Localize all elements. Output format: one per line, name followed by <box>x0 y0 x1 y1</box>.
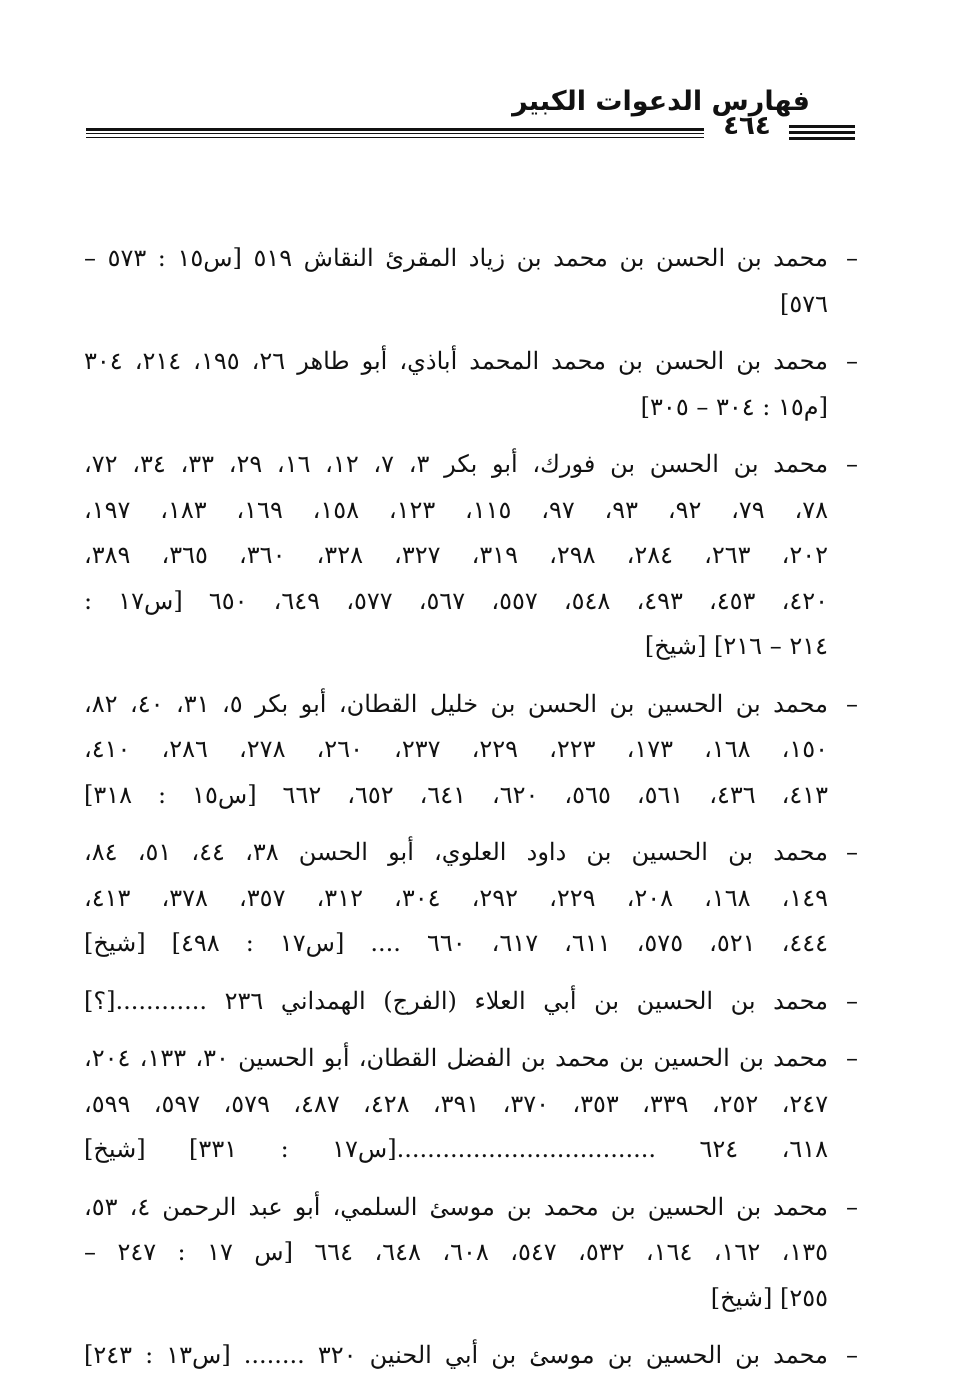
entry-line: محمد بن الحسين بن الحسن بن خليل القطان، أبو بكر ٥، ٣١، ٤٠، ٨٢، <box>84 689 828 718</box>
entry-line: ٧٨، ٧٩، ٩٢، ٩٣، ٩٧، ١١٥، ١٢٣، ١٥٨، ١٦٩، ١٨٣، ١٩٧، <box>84 495 828 524</box>
entry-dash: – <box>846 450 858 478</box>
page-number-rule-middle <box>789 131 855 134</box>
entry-line: ٢٠٢، ٢٦٣، ٢٨٤، ٢٩٨، ٣١٩، ٣٢٧، ٣٢٨، ٣٦٠، ٣٦٥، ٣٨٩، <box>84 541 829 569</box>
entry-line: ٢٥٥] [شيخ] <box>710 1283 828 1312</box>
index-entry <box>84 442 858 670</box>
header-rule-thick <box>86 128 704 131</box>
entry-line: ٤٢٠، ٤٥٣، ٤٩٣، ٥٤٨، ٥٥٧، ٥٦٧، ٥٧٧، ٦٤٩، ٦٥٠ [س١٧ : <box>84 586 828 615</box>
entry-line: محمد بن الحسن بن محمد بن زياد المقرئ النقاش ٥١٩ [س١٥ : ٥٧٣ – <box>84 244 828 272</box>
index-entry <box>84 682 858 819</box>
index-entries <box>84 236 858 1391</box>
entry-line: محمد بن الحسن بن محمد المحمد أباذي، أبو طاهر ٢٦، ١٩٥، ٢١٤، ٣٠٤ <box>84 347 829 375</box>
entry-line: ٢١٤ – ٢١٦] [شيخ] <box>644 632 828 660</box>
entry-line: محمد بن الحسين بن موسئ بن أبي الحنين ٣٢٠ ........ [س١٣ : ٢٤٣] <box>84 1341 828 1369</box>
entry-line: ٢٤٧، ٢٥٢، ٣٣٩، ٣٥٣، ٣٧٠، ٣٩١، ٤٢٨، ٤٨٧، ٥٧٩، ٥٩٧، ٥٩٩، <box>84 1089 829 1118</box>
index-entry <box>84 979 858 1025</box>
entry-dash: – <box>846 986 858 1015</box>
entry-line: ١٥٠، ١٦٨، ١٧٣، ٢٢٣، ٢٢٩، ٢٣٧، ٢٦٠، ٢٧٨، ٢٨٦، ٤١٠، <box>84 735 829 763</box>
entry-dash: – <box>846 838 858 866</box>
index-entry <box>84 830 858 967</box>
entry-line: محمد بن الحسين بن داود العلوي، أبو الحسن ٣٨، ٤٤، ٥١، ٨٤، <box>84 838 829 866</box>
page-number: ٤٦٤ <box>723 111 771 141</box>
entry-dash: – <box>846 689 858 718</box>
page-number-rule-bottom <box>789 137 855 140</box>
page-number-rule-top <box>789 125 855 128</box>
entry-line: [م١٥ : ٣٠٤ – ٣٠٥] <box>640 392 828 421</box>
index-entry <box>84 1185 858 1322</box>
index-entry <box>84 236 858 327</box>
entry-line: محمد بن الحسين بن محمد بن موسئ السلمي، أبو عبد الرحمن ٤، ٥٣، <box>84 1192 828 1221</box>
entry-line: ٥٧٦] <box>779 289 828 318</box>
entry-line: ١٣٥، ١٦٢، ١٦٤، ٥٣٢، ٥٤٧، ٦٠٨، ٦٤٨، ٦٦٤ [س ١٧ : ٢٤٧ – <box>84 1238 829 1266</box>
entry-line: ٤١٣، ٤٣٦، ٥٦١، ٥٦٥، ٦٢٠، ٦٤١، ٦٥٢، ٦٦٢ [س١٥ : ٣١٨] <box>84 780 829 809</box>
index-entry <box>84 1036 858 1173</box>
index-entry <box>84 1333 858 1379</box>
entry-dash: – <box>846 347 858 375</box>
header-rule-mid <box>86 133 704 134</box>
entry-line: محمد بن الحسين بن أبي العلاء (الفرج) الهمداني ٢٣٦ ............[؟] <box>84 986 828 1015</box>
entry-dash: – <box>846 1192 858 1221</box>
index-entry <box>84 339 858 430</box>
entry-line: ١٤٩، ١٦٨، ٢٠٨، ٢٢٩، ٢٩٢، ٣٠٤، ٣١٢، ٣٥٧، ٣٧٨، ٤١٣، <box>84 883 829 912</box>
entry-line: محمد بن الحسن بن فورك، أبو بكر ٣، ٧، ١٢، ١٦، ٢٩، ٣٣، ٣٤، ٧٢، <box>84 450 829 478</box>
running-header-title: فهارس الدعوات الكبير <box>512 86 810 117</box>
entry-dash: – <box>846 1341 858 1369</box>
header-rule-thin <box>86 137 704 138</box>
entry-line: محمد بن الحسين بن محمد بن الفضل القطان، أبو الحسين ٣٠، ١٣٣، ٢٠٤، <box>84 1044 828 1072</box>
entry-line: ٦١٨، ٦٢٤ ..................................[س١٧ : ٣٣١] [شيخ] <box>84 1135 829 1163</box>
entry-dash: – <box>846 244 858 272</box>
entry-dash: – <box>846 1044 858 1072</box>
entry-line: ٤٤٤، ٥٢١، ٥٧٥، ٦١١، ٦١٧، ٦٦٠ .... [س١٧ : ٤٩٨] [شيخ] <box>84 929 829 957</box>
